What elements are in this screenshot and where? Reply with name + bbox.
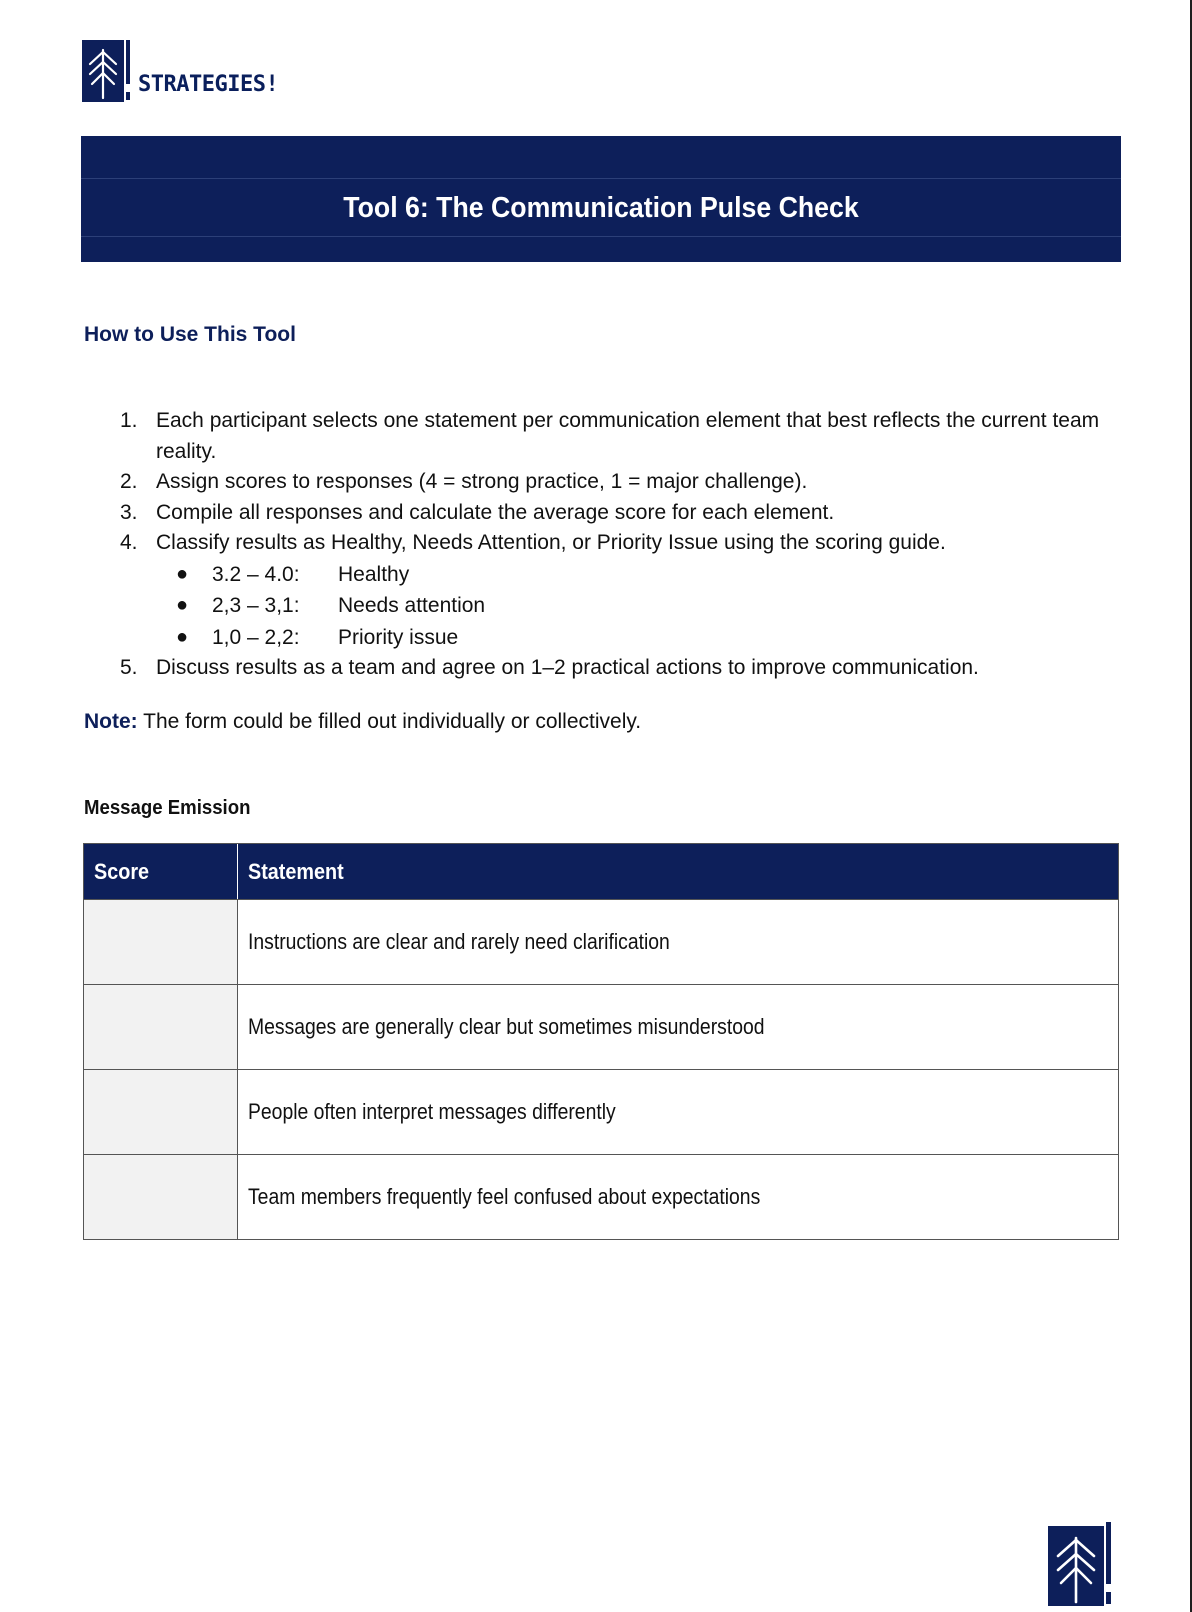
scoring-guide-item: ● 3.2 – 4.0: Healthy [156, 559, 1114, 591]
scoring-guide-item: ● 1,0 – 2,2: Priority issue [156, 622, 1114, 654]
score-cell[interactable] [84, 1155, 238, 1239]
page-title: Tool 6: The Communication Pulse Check [343, 191, 859, 224]
bullet-icon: ● [176, 594, 189, 616]
list-item: 2. Assign scores to responses (4 = strong practice, 1 = major challenge). [120, 470, 808, 493]
statement-cell: People often interpret messages differently [248, 1099, 616, 1124]
logo-mark-icon [82, 40, 146, 104]
note-label: Note: [84, 710, 138, 733]
list-item: 1. Each participant selects one statement per communication element that best reflects the current team reality. [120, 409, 1100, 463]
table-section-title: Message Emission [84, 797, 251, 819]
score-cell[interactable] [84, 985, 238, 1069]
statement-column-header: Statement [248, 858, 344, 884]
instructions-list [104, 406, 1114, 684]
note [84, 710, 641, 734]
list-item: 5. Discuss results as a team and agree on 1–2 practical actions to improve communication. [120, 656, 979, 679]
bullet-icon: ● [176, 562, 189, 585]
table-row [84, 1154, 1118, 1239]
list-item: 4. Classify results as Healthy, Needs Attention, or Priority Issue using the scoring guide. ● 3.2 – 4.0: Healthy ● 2,3 – 3,1: Needs attention ● 1,0 – 2,2: Priority issue [104, 528, 1114, 653]
score-cell[interactable] [84, 1070, 238, 1154]
list-item: 3. Compile all responses and calculate the average score for each element. [120, 500, 835, 524]
bullet-icon: ● [176, 625, 189, 648]
note-text: The form could be filled out individually or collectively. [137, 710, 642, 733]
table-header [84, 844, 1118, 899]
statement-cell: Messages are generally clear but sometimes misunderstood [248, 1014, 765, 1039]
statement-table [83, 843, 1119, 1240]
scoring-guide [156, 559, 1114, 654]
how-to-heading: How to Use This Tool [84, 323, 296, 346]
brand-name: STRATEGIES! [138, 72, 279, 97]
table-row [84, 984, 1118, 1069]
strategies-logo [82, 38, 322, 106]
score-cell[interactable] [84, 900, 238, 984]
statement-cell: Instructions are clear and rarely need clarification [248, 929, 670, 954]
scoring-guide-item: ● 2,3 – 3,1: Needs attention [156, 590, 1114, 622]
title-banner [81, 136, 1121, 262]
score-column-header: Score [94, 858, 150, 884]
table-row [84, 899, 1118, 984]
footer-logo-icon [1048, 1522, 1114, 1606]
table-row [84, 1069, 1118, 1154]
statement-cell: Team members frequently feel confused about expectations [248, 1184, 761, 1209]
